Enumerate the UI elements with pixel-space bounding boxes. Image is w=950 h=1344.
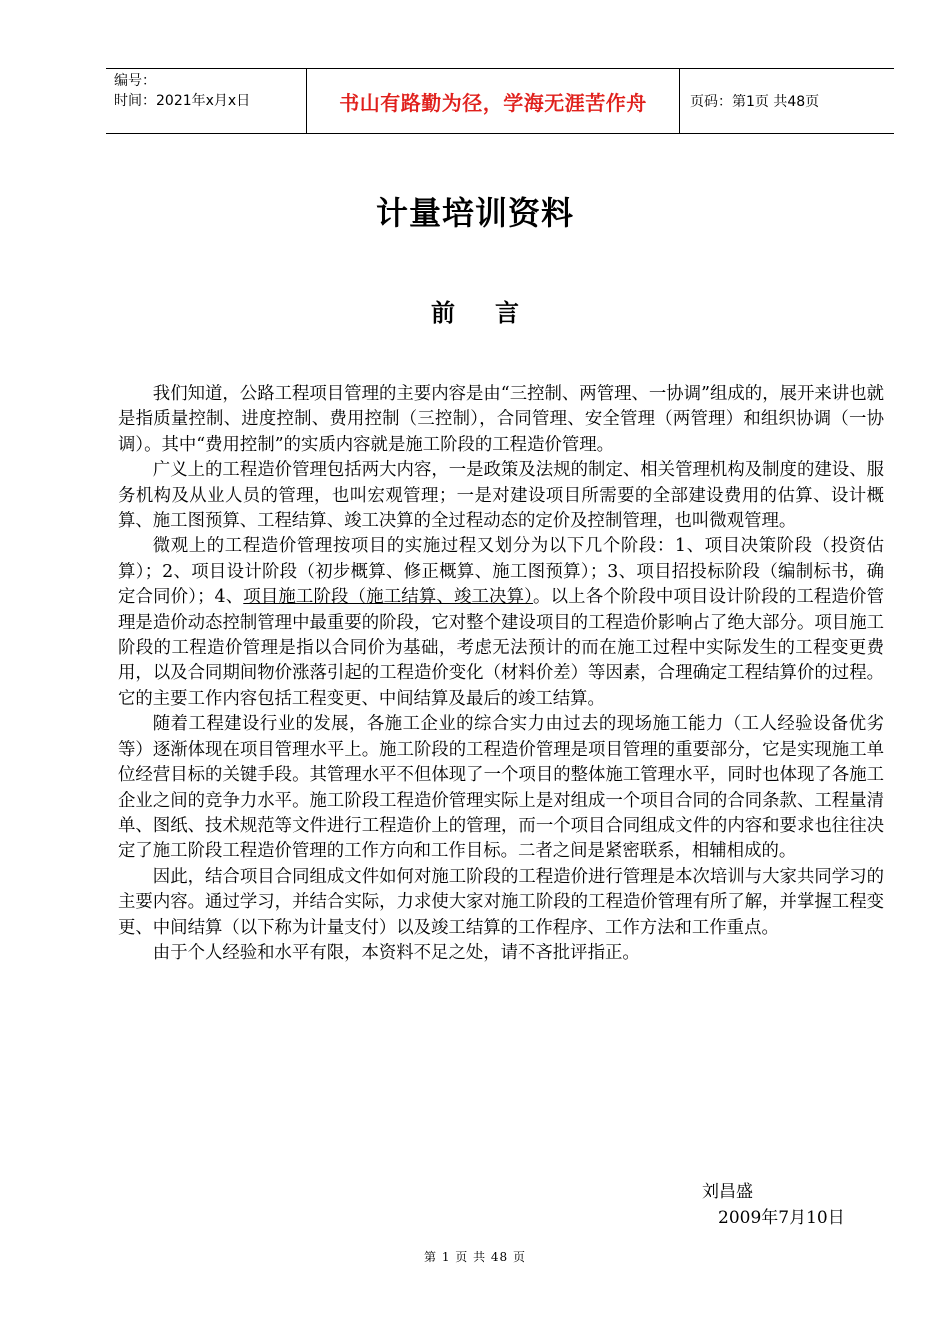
header-number-label: 编号： <box>114 73 156 89</box>
document-body <box>118 382 884 966</box>
paragraph <box>118 382 884 458</box>
paragraph <box>118 534 884 712</box>
document-title: 计量培训资料 <box>375 194 574 232</box>
page-footer: 第 1 页 共 48 页 <box>424 1250 526 1264</box>
paragraph <box>118 941 884 966</box>
paragraph-text: 。以上各个阶段中项目设计阶段的工程造价管理是造价动态控制管理中最重要的阶段，它对整个建设项目的工程造价影响占了绝大部分。项目施工阶段的工程造价管理是指以合同价为基础，考虑无法预计的而在施工过程中实际发生的工程变更费用，以及合同期间物价涨落引起的工程造价变化（材料价差）等因素，合理确定工程结算价的过程。它的主要工作内容包括工程变更、中间结算及最后的竣工结算。 <box>118 587 884 709</box>
paragraph <box>118 712 884 864</box>
page-header <box>106 68 894 134</box>
paragraph-text: 广义上的工程造价管理包括两大内容，一是政策及法规的制定、相关管理机构及制度的建设、服务机构及从业人员的管理，也叫宏观管理；一是对建设项目所需要的全部建设费用的估算、设计概算、施工图预算、工程结算、竣工决算的全过程动态的定价及控制管理，也叫微观管理。 <box>118 460 884 532</box>
preface-title: 前言 <box>431 299 559 327</box>
header-motto: 书山有路勤为径，学海无涯苦作舟 <box>307 69 680 133</box>
header-meta <box>106 69 307 133</box>
author-signature: 刘昌盛 <box>702 1182 753 1202</box>
paragraph <box>118 865 884 941</box>
header-time-label: 时间：2021年x月x日 <box>114 93 251 109</box>
document-date: 2009年7月10日 <box>718 1208 845 1228</box>
paragraph-text: 我们知道，公路工程项目管理的主要内容是由“三控制、两管理、一协调”组成的，展开来讲也就是指质量控制、进度控制、费用控制（三控制），合同管理、安全管理（两管理）和组织协调（一协调）。其中“费用控制”的实质内容就是施工阶段的工程造价管理。 <box>118 384 884 455</box>
paragraph-text: 因此，结合项目合同组成文件如何对施工阶段的工程造价进行管理是本次培训与大家共同学习的主要内容。通过学习，并结合实际，力求使大家对施工阶段的工程造价管理有所了解，并掌握工程变更、中间结算（以下称为计量支付）以及竣工结算的工作程序、工作方法和工作重点。 <box>118 866 884 938</box>
paragraph <box>118 458 884 534</box>
paragraph-text: 由于个人经验和水平有限，本资料不足之处，请不吝批评指正。 <box>152 942 640 963</box>
header-page-label: 页码：第1页 共48页 <box>690 94 820 110</box>
paragraph-text: 随着工程建设行业的发展，各施工企业的综合实力由过去的现场施工能力（工人经验设备优劣等）逐渐体现在项目管理水平上。施工阶段的工程造价管理是项目管理的重要部分，它是实现施工单位经营目标的关键手段。其管理水平不但体现了一个项目的整体施工管理水平，同时也体现了各施工企业之间的竞争力水平。施工阶段工程造价管理实际上是对组成一个项目合同的合同条款、工程量清单、图纸、技术规范等文件进行工程造价上的管理，而一个项目合同组成文件的内容和要求也往往决定了施工阶段工程造价管理的工作方向和工作目标。二者之间是紧密联系，相辅相成的。 <box>118 714 884 862</box>
underlined-phrase: 项目施工阶段（施工结算、竣工决算） <box>243 587 534 608</box>
paragraph-text: 微观上的工程造价管理按项目的实施过程又划分为以下几个阶段：1、项目决策阶段（投资估算）；2、项目设计阶段（初步概算、修正概算、施工图预算）；3、项目招投标阶段（编制标书，确定合同价）；4、 <box>118 536 884 608</box>
